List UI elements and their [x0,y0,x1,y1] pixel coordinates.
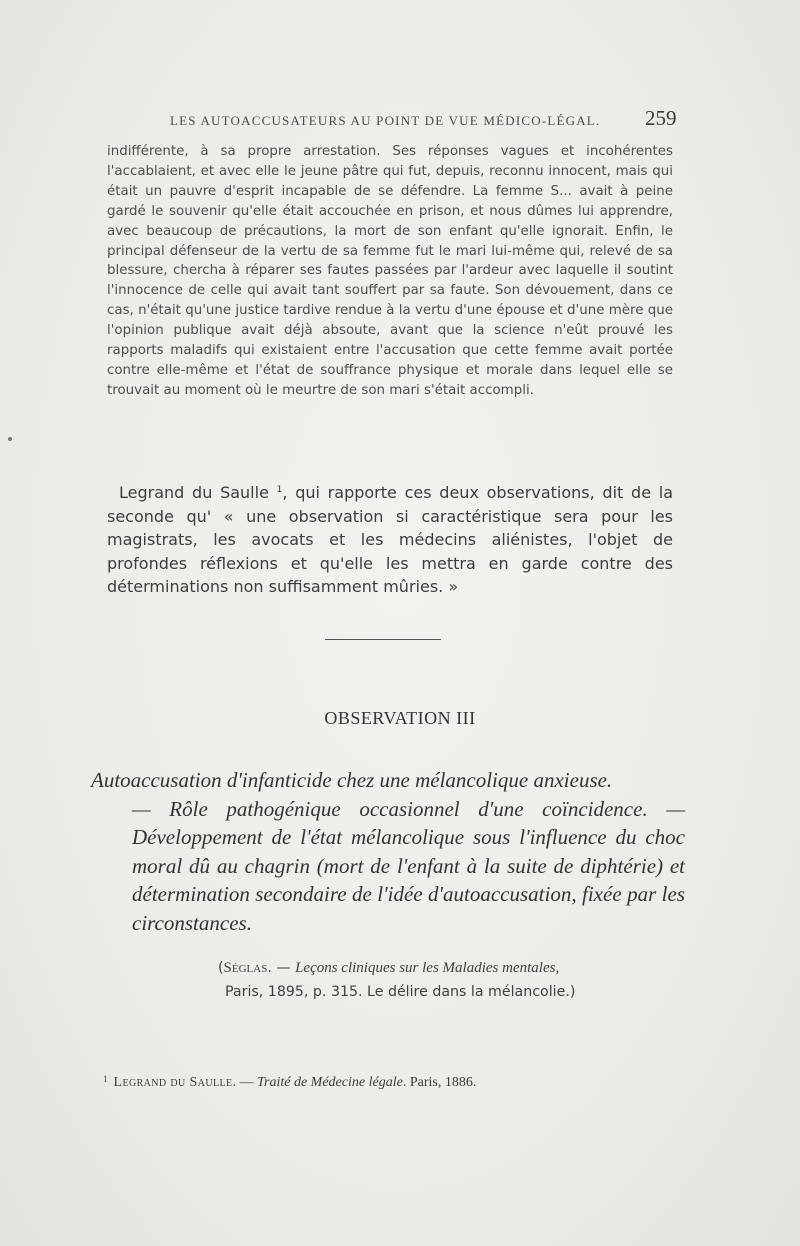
citation-dash: . — [267,960,296,976]
citation-open: ( [218,960,224,976]
observation-summary [91,766,685,938]
body-paragraph-1 [107,142,673,401]
footnote-dash: . — [232,1075,258,1090]
paragraph-text-end: , qui rapporte ces deux observations, dit de la seconde qu' « une observation si caractéristique sera pour les magistrats, les avocats et les médecins aliénistes, l'objet de profondes réflexions et qu'elle les mettra en garde contre des déterminations non suffisamment mûries. » [107,483,674,596]
page-number: 259 [645,106,677,130]
section-divider [325,639,441,640]
footnote-work: Traité de Médecine légale [257,1075,403,1090]
observation-title: OBSERVATION III [324,708,476,728]
footnote-author: Legrand du Saulle [113,1075,233,1090]
footnote-mark: 1 [103,1074,108,1084]
body-paragraph-2 [107,479,673,599]
paragraph-text: indifférente, à sa propre arrestation. Ses réponses vagues et incohérentes l'accablaient, et avec elle le jeune pâtre qui fut, depuis, reconnu innocent, mais qui était un pauvre d'esprit incapable de se défendre. La femme S... avait à peine gardé le souvenir qu'elle était accouchée en prison, et nous dûmes lui apprendre, avec beaucoup de précautions, la mort de son enfant qu'elle ignorait. Enfin, le principal défenseur de la vertu de sa femme fut le mari lui-même qui, relevé de sa blessure, chercha à réparer ses fautes passées par l'ardeur avec laquelle il soutint l'innocence de celle qui avait tant souffert par sa faute. Son dévouement, dans ce cas, n'était qu'une justice tardive rendue à la vertu d'une épouse et d'une mère que l'opinion publique avait déjà absoute, avant que la science n'eût prouvé les rapports maladifs qui existaient entre l'accusation que cette femme avait portée contre elle-même et l'état de souffrance physique et morale dans lequel elle se trouvait au moment où le meurtre de son mari s'était accompli. [107,144,673,398]
footnote [103,1074,683,1091]
print-speck [8,437,12,441]
running-head: LES AUTOACCUSATEURS AU POINT DE VUE MÉDICO-LÉGAL. [170,113,601,128]
summary-first-line: Autoaccusation d'infanticide chez une mélancolique anxieuse. [91,768,613,792]
summary-continuation: — Rôle pathogénique occasionnel d'une coïncidence. — Développement de l'état mélancolique sous l'influence du choc moral dû au chagrin (mort de l'enfant à la suite de diphtérie) et détermination secondaire de l'idée d'autoaccusation, fixée par les circonstances. [132,796,685,935]
citation-work: Leçons cliniques sur les Maladies mentales, [295,960,560,976]
observation-citation [218,956,688,1004]
paragraph-text-start: Legrand du Saulle [119,483,277,502]
paragraph-text [107,479,673,599]
footnote-reference: 1 [276,485,283,495]
citation-line-1 [218,956,688,980]
citation-line-2: Paris, 1895, p. 315. Le délire dans la mélancolie.) [225,984,576,1000]
footnote-rest: . Paris, 1886. [402,1075,477,1090]
citation-author: Séglas [223,960,268,976]
